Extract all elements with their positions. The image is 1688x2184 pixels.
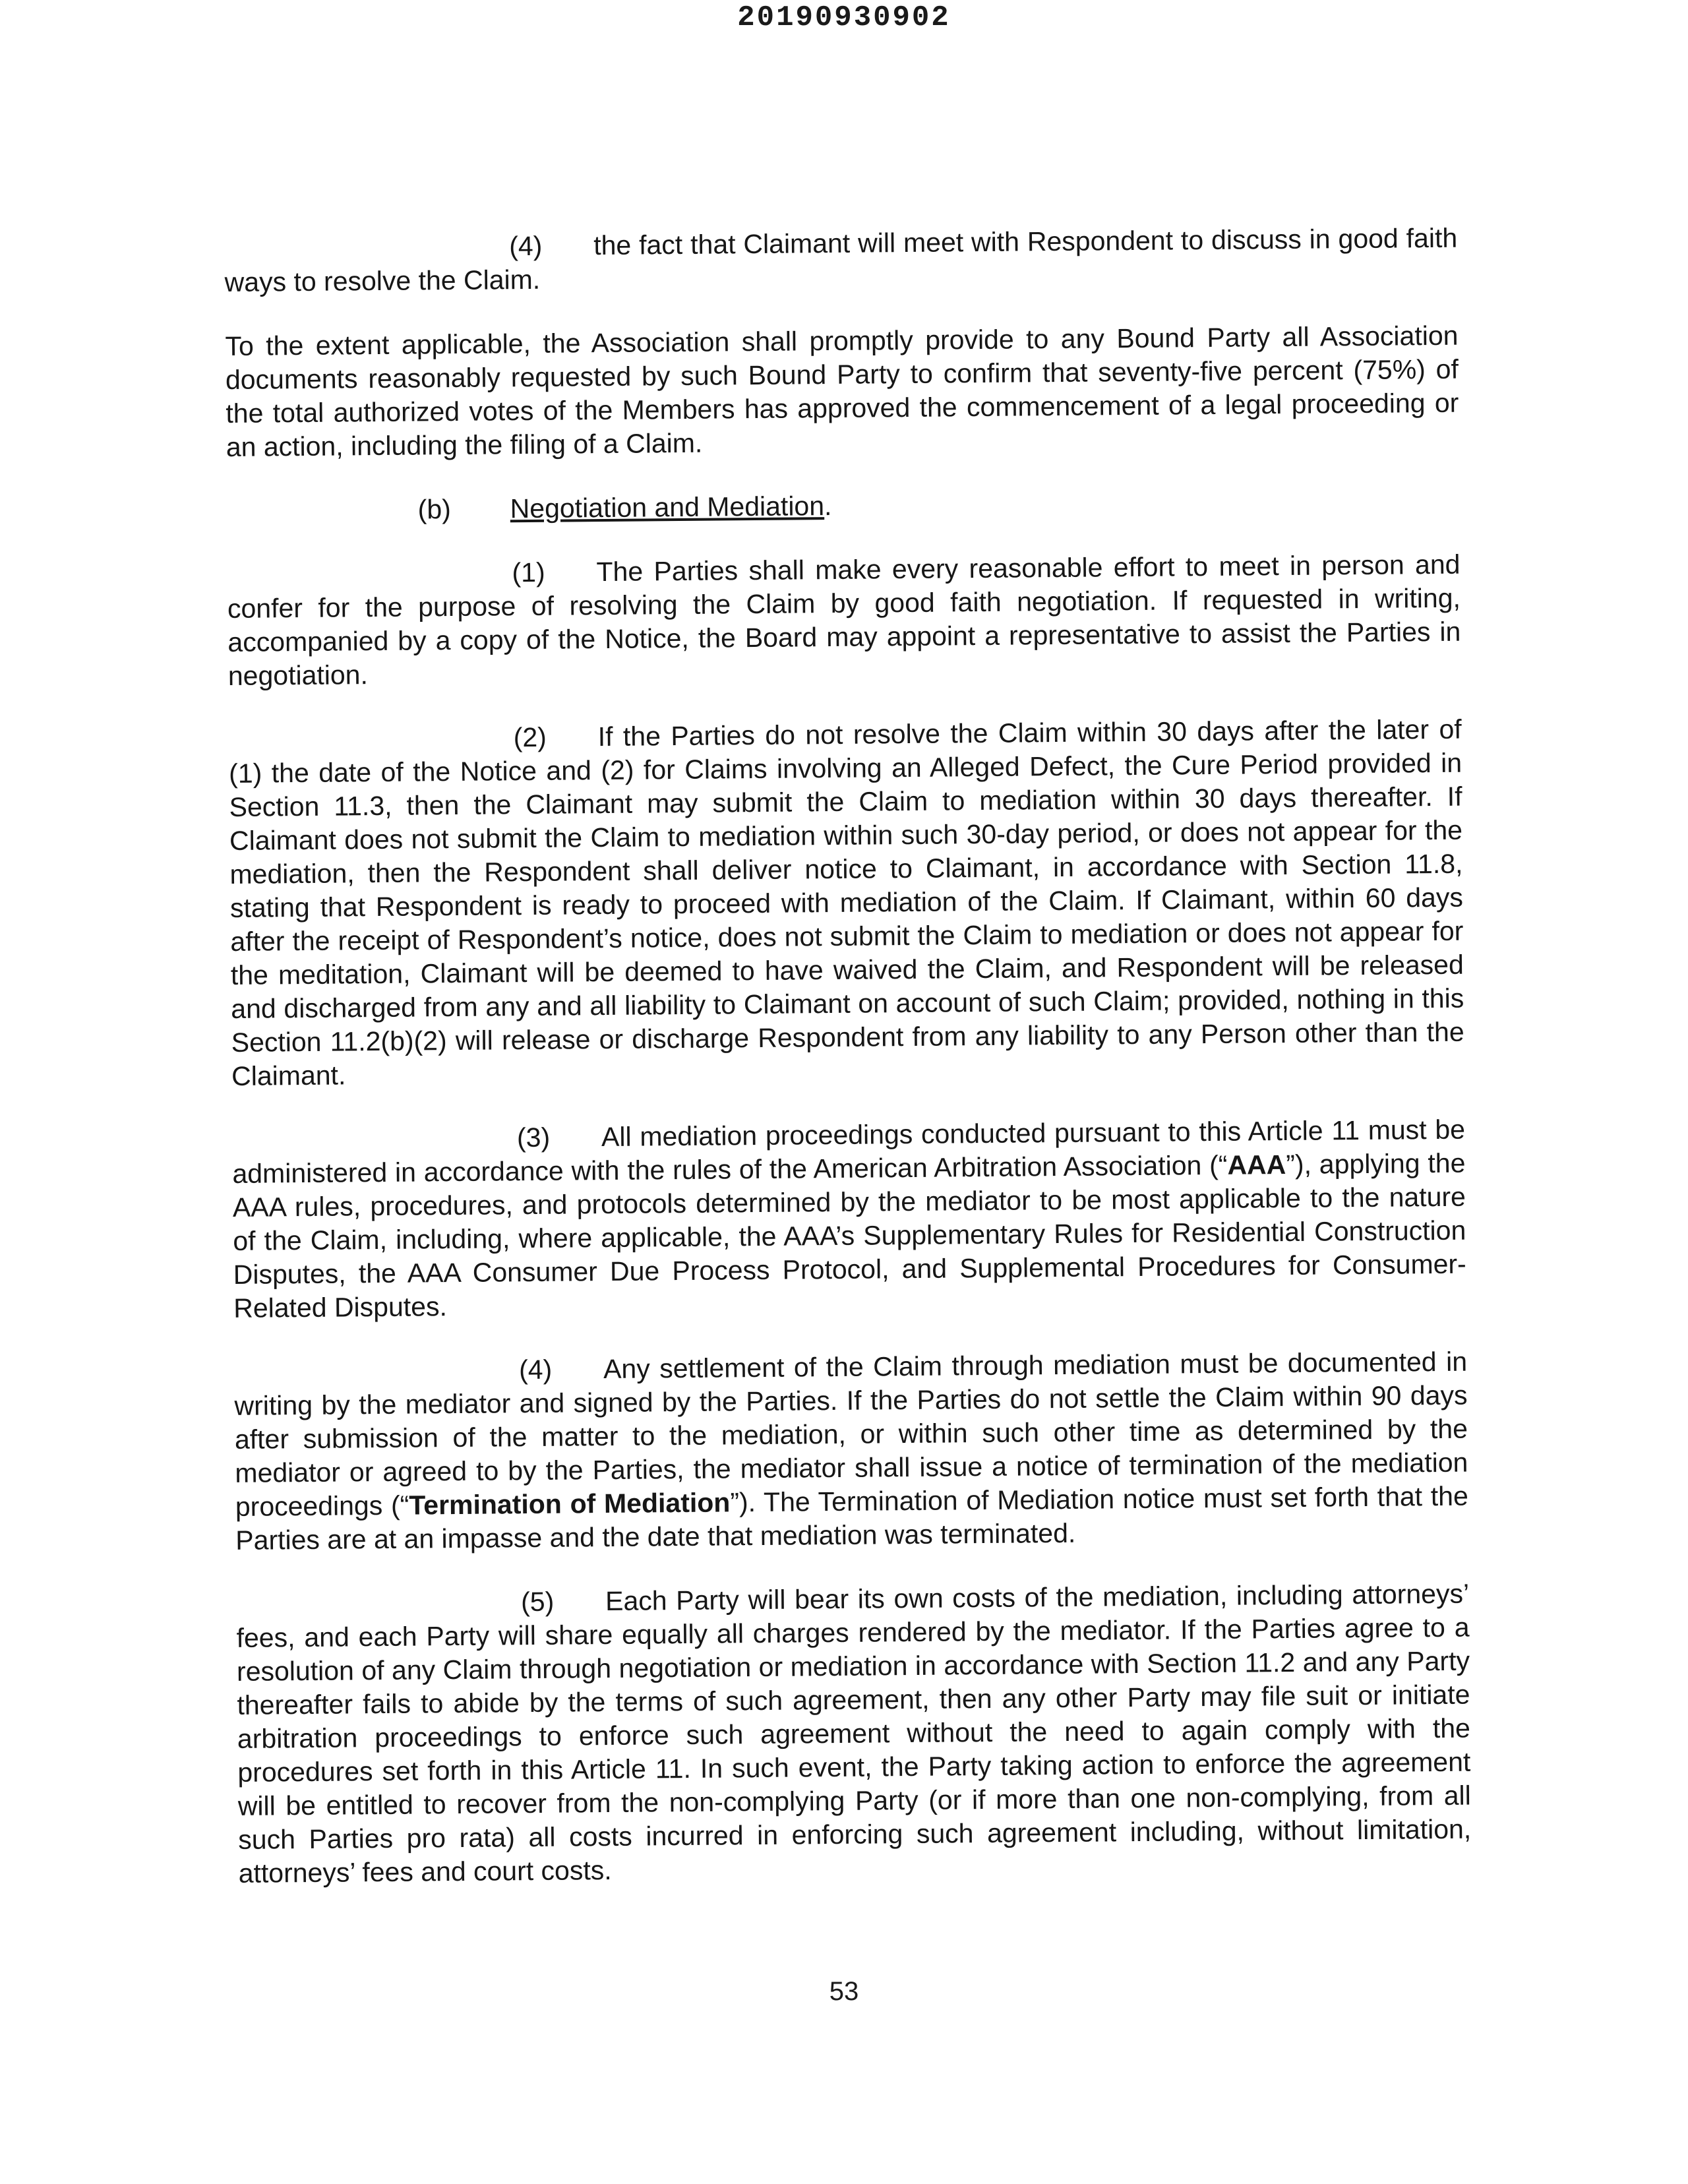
paragraph-b1 (227, 548, 1461, 693)
paragraph-number: (3) (516, 1122, 551, 1153)
paragraph-b3 (232, 1113, 1467, 1325)
section-title: Negotiation and Mediation (510, 491, 825, 524)
paragraph-association-documents (225, 319, 1459, 464)
paragraph-text: The Parties shall make every reasonable effort to meet in person and confer for the purpose of resolving the Claim by good faith negotiation. If requested in writing, accompanied by a copy of the Notice, the Board may appoint a representative to assist the Parties in negotiation. (227, 549, 1461, 691)
section-heading-b (226, 484, 1459, 528)
defined-term-termination-of-mediation: Termination of Mediation (409, 1487, 731, 1521)
paragraph-b5 (236, 1577, 1472, 1891)
paragraph-number: (4) (518, 1354, 553, 1385)
paragraph-text: To the extent applicable, the Association shall promptly provide to any Bound Party all Association documents reasonably requested by such Bound Party to confirm that seventy-five percent (75%) of the total authorized votes of the Members has approved the commencement of a legal proceeding or an action, including the filing of a Claim. (225, 320, 1459, 462)
paragraph-number: (4) (509, 230, 543, 262)
paragraph-b2 (229, 713, 1465, 1093)
document-body (224, 222, 1472, 1921)
defined-term-aaa: AAA (1227, 1149, 1286, 1180)
paragraph-text: Each Party will bear its own costs of the mediation, including attorneys’ fees, and each Party will share equally all charges rendered by the mediator. If the Parties agree to a resolution of any Claim through negotiation or mediation in accordance with Section 11.2 and any Party thereafter fails to abide by the terms of such agreement, then any other Party may file suit or initiate arbitration proceedings to enforce such agreement without the need to again comply with the procedures set forth in this Article 11. In such event, the Party taking action to enforce the agreement will be entitled to recover from the non-complying Party (or if more than one non-complying, from all such Parties pro rata) all costs incurred in enforcing such agreement including, without limitation, attorneys’ fees and court costs. (236, 1578, 1472, 1889)
paragraph-b4 (234, 1345, 1469, 1558)
paragraph-text: Any settlement of the Claim through mediation must be documented in writing by the mediator and signed by the Parties. If the Parties do not settle the Claim within 90 days after submission of the matter to the mediation, or within such other time as determined by the mediator or agreed to by the Parties, the mediator shall issue a notice of termination of the mediation proceedings (“ (234, 1346, 1468, 1522)
paragraph-text-continued: ”). The Termination of Mediation notice must set forth that the Parties are at an impasse and the date that mediation was terminated. (235, 1480, 1468, 1556)
paragraph-text: the fact that Claimant will meet with Respondent to discuss in good faith ways to resolve the Claim. (224, 222, 1458, 297)
paragraph-text-continued: ”), applying the AAA rules, procedures, and protocols determined by the mediator to be most applicable to the nature of the Claim, including, where applicable, the AAA’s Supplementary Rules for Residential Construction Disputes, the AAA Consumer Due Process Protocol, and Supplemental Procedures for Consumer-Related Disputes. (232, 1147, 1466, 1323)
section-number: (b) (417, 494, 451, 525)
paragraph-number: (2) (513, 721, 547, 753)
page-number: 53 (829, 1977, 859, 2006)
paragraph-a4 (224, 222, 1458, 299)
paragraph-number: (5) (520, 1586, 555, 1618)
paragraph-text: All mediation proceedings conducted pursuant to this Article 11 must be administered in accordance with the rules of the American Arbitration Association (“ (232, 1114, 1466, 1189)
paragraph-text: If the Parties do not resolve the Claim within 30 days after the later of (1) the date of the Notice and (2) for Claims involving an Alleged Defect, the Cure Period provided in Section 11.3, then the Claimant may submit the Claim to mediation within 30 days thereafter. If Claimant does not submit the Claim to mediation within such 30-day period, or does not appear for the mediation, then the Respondent shall deliver notice to Claimant, in accordance with Section 11.8, stating that Respondent is ready to proceed with mediation of the Claim. If Claimant, within 60 days after the receipt of Respondent’s notice, does not submit the Claim to mediation or does not appear for the meditation, Claimant will be deemed to have waived the Claim, and Respondent will be released and discharged from any and all liability to Claimant on account of such Claim; provided, nothing in this Section 11.2(b)(2) will release or discharge Respondent from any liability to any Person other than the Claimant. (228, 713, 1464, 1091)
paragraph-number: (1) (512, 557, 545, 588)
section-title-suffix: . (824, 490, 832, 522)
document-number: 20190930902 (737, 1, 951, 34)
